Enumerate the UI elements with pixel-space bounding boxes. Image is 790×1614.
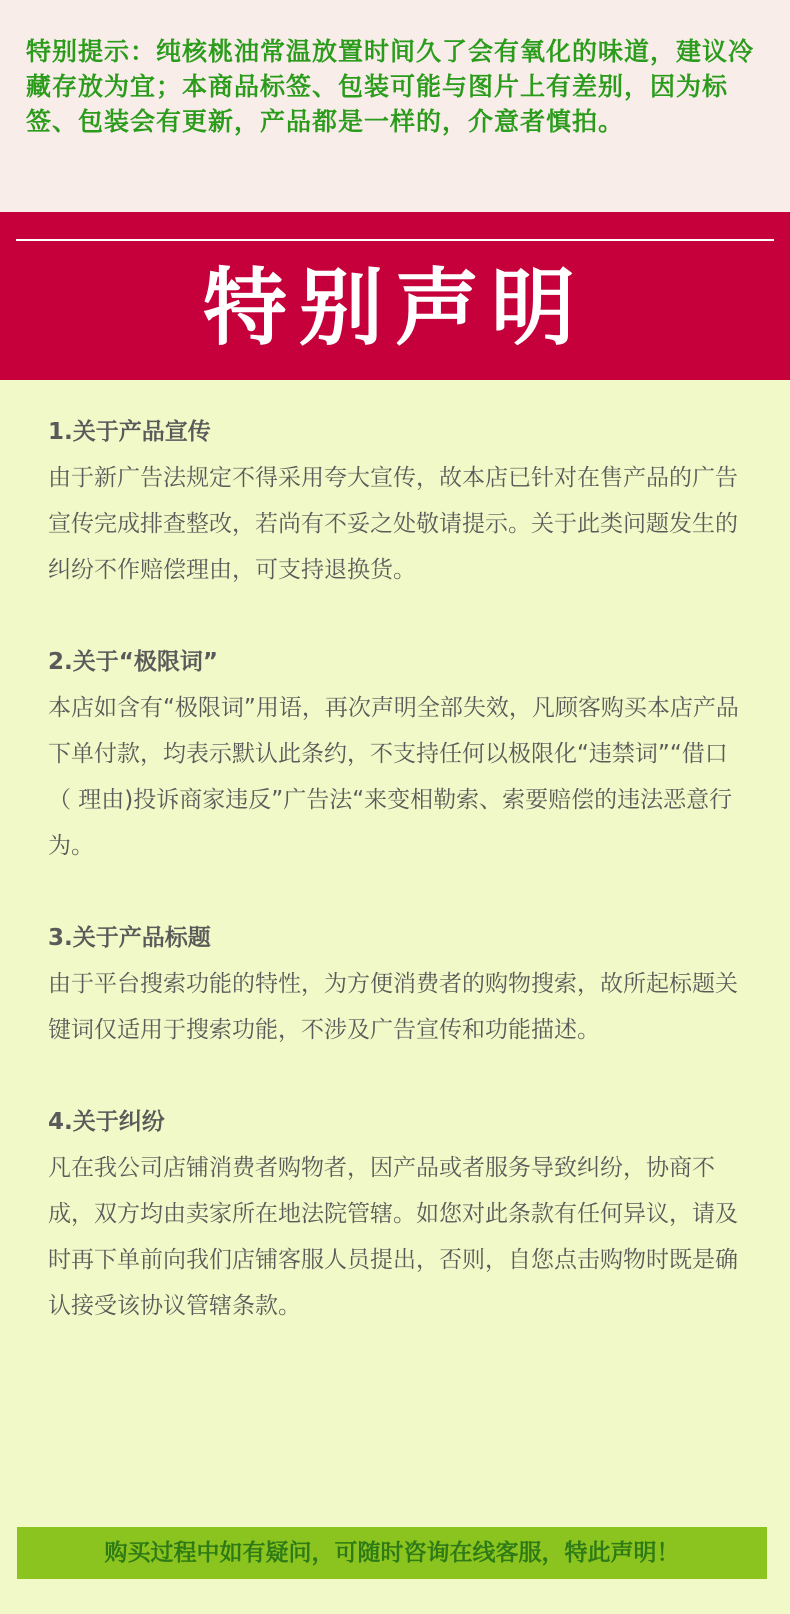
footer-contact-bar: 购买过程中如有疑问，可随时咨询在线客服，特此声明！ — [17, 1527, 767, 1579]
section-extreme-words — [48, 639, 750, 869]
section-body: 凡在我公司店铺消费者购物者，因产品或者服务导致纠纷，协商不成，双方均由卖家所在地法院管辖。如您对此条款有任何异议，请及时再下单前向我们店铺客服人员提出，否则，自您点击购物时既是确认接受该协议管辖条款。 — [48, 1155, 738, 1319]
section-product-promotion — [48, 409, 750, 593]
section-disputes — [48, 1099, 750, 1329]
section-body: 本店如含有“极限词”用语，再次声明全部失效，凡顾客购买本店产品下单付款，均表示默认此条约，不支持任何以极限化“违禁词”“借口 （ 理由)投诉商家违反”广告法“来变相勒索、索要赔偿的违法恶意行为。 — [48, 695, 739, 859]
special-statement-banner — [0, 212, 790, 380]
banner-title: 特别声明 — [202, 259, 587, 357]
section-body: 由于平台搜索功能的特性，为方便消费者的购物搜索，故所起标题关键词仅适用于搜索功能，不涉及广告宣传和功能描述。 — [48, 971, 738, 1043]
section-product-title — [48, 915, 750, 1053]
section-heading: 3.关于产品标题 — [48, 925, 211, 951]
section-heading: 4.关于纠纷 — [48, 1109, 165, 1135]
section-heading: 2.关于“极限词” — [48, 649, 218, 675]
special-notice — [0, 0, 790, 212]
banner-divider — [16, 239, 774, 241]
section-body: 由于新广告法规定不得采用夸大宣传，故本店已针对在售产品的广告宣传完成排查整改，若尚有不妥之处敬请提示。关于此类问题发生的纠纷不作赔偿理由，可支持退换货。 — [48, 465, 738, 583]
statement-content — [0, 380, 790, 1329]
section-heading: 1.关于产品宣传 — [48, 419, 211, 445]
notice-text: 特别提示：纯核桃油常温放置时间久了会有氧化的味道，建议冷藏存放为宜；本商品标签、包装可能与图片上有差别，因为标签、包装会有更新，产品都是一样的，介意者慎拍。 — [26, 37, 755, 136]
